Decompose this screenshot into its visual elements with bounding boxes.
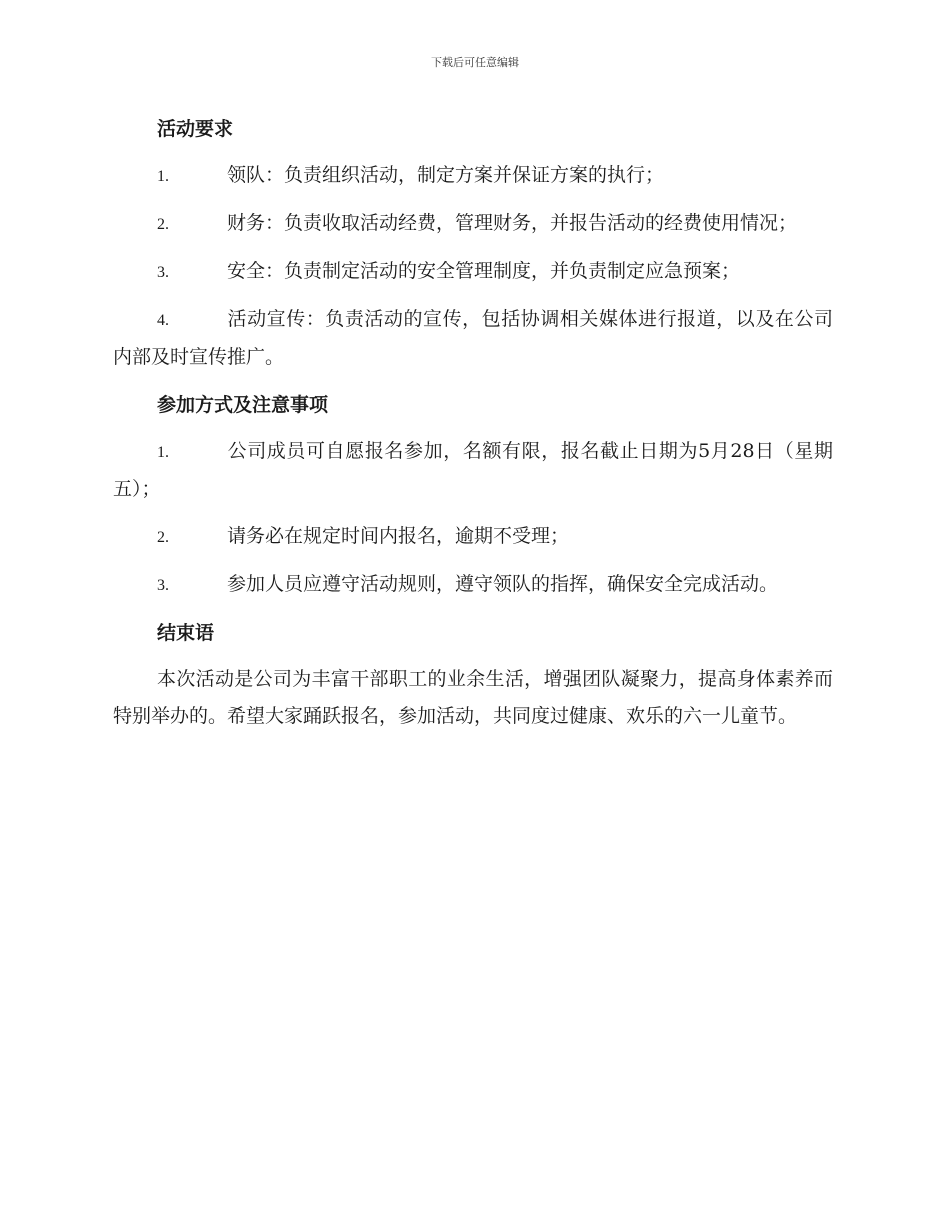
item-text: 领队：负责组织活动，制定方案并保证方案的执行； — [227, 164, 665, 186]
list-item — [113, 205, 833, 243]
item-text: 公司成员可自愿报名参加，名额有限，报名截止日期为5月28日（星期五）； — [113, 440, 833, 500]
section-title: 活动要求 — [157, 118, 234, 140]
list-item — [113, 433, 833, 508]
list-item — [113, 566, 833, 604]
item-text: 安全：负责制定活动的安全管理制度，并负责制定应急预案； — [227, 260, 741, 282]
page-header: 下载后可任意编辑 — [431, 56, 519, 69]
section-closing — [113, 614, 833, 735]
item-text: 活动宣传：负责活动的宣传，包括协调相关媒体进行报道，以及在公司内部及时宣传推广。 — [113, 308, 833, 368]
list-item — [113, 253, 833, 291]
item-number: 2. — [157, 216, 169, 233]
item-number: 3. — [157, 264, 169, 281]
list-item — [113, 518, 833, 556]
item-text: 参加人员应遵守活动规则，遵守领队的指挥，确保安全完成活动。 — [227, 573, 779, 595]
section-participation — [113, 386, 833, 604]
list-item — [113, 157, 833, 195]
list-item — [113, 301, 833, 376]
section-requirements — [113, 110, 833, 376]
document-body — [113, 110, 833, 735]
item-number: 2. — [157, 529, 169, 546]
item-number: 4. — [157, 312, 169, 329]
closing-paragraph: 本次活动是公司为丰富干部职工的业余生活，增强团队凝聚力，提高身体素养而特别举办的。希望大家踊跃报名，参加活动，共同度过健康、欢乐的六一儿童节。 — [113, 668, 833, 727]
item-number: 1. — [157, 168, 169, 185]
section-title: 结束语 — [157, 622, 215, 644]
item-number: 1. — [157, 444, 169, 461]
item-number: 3. — [157, 577, 169, 594]
section-title: 参加方式及注意事项 — [157, 394, 329, 416]
item-text: 财务：负责收取活动经费，管理财务，并报告活动的经费使用情况； — [227, 212, 798, 234]
item-text: 请务必在规定时间内报名，逾期不受理； — [227, 525, 570, 547]
